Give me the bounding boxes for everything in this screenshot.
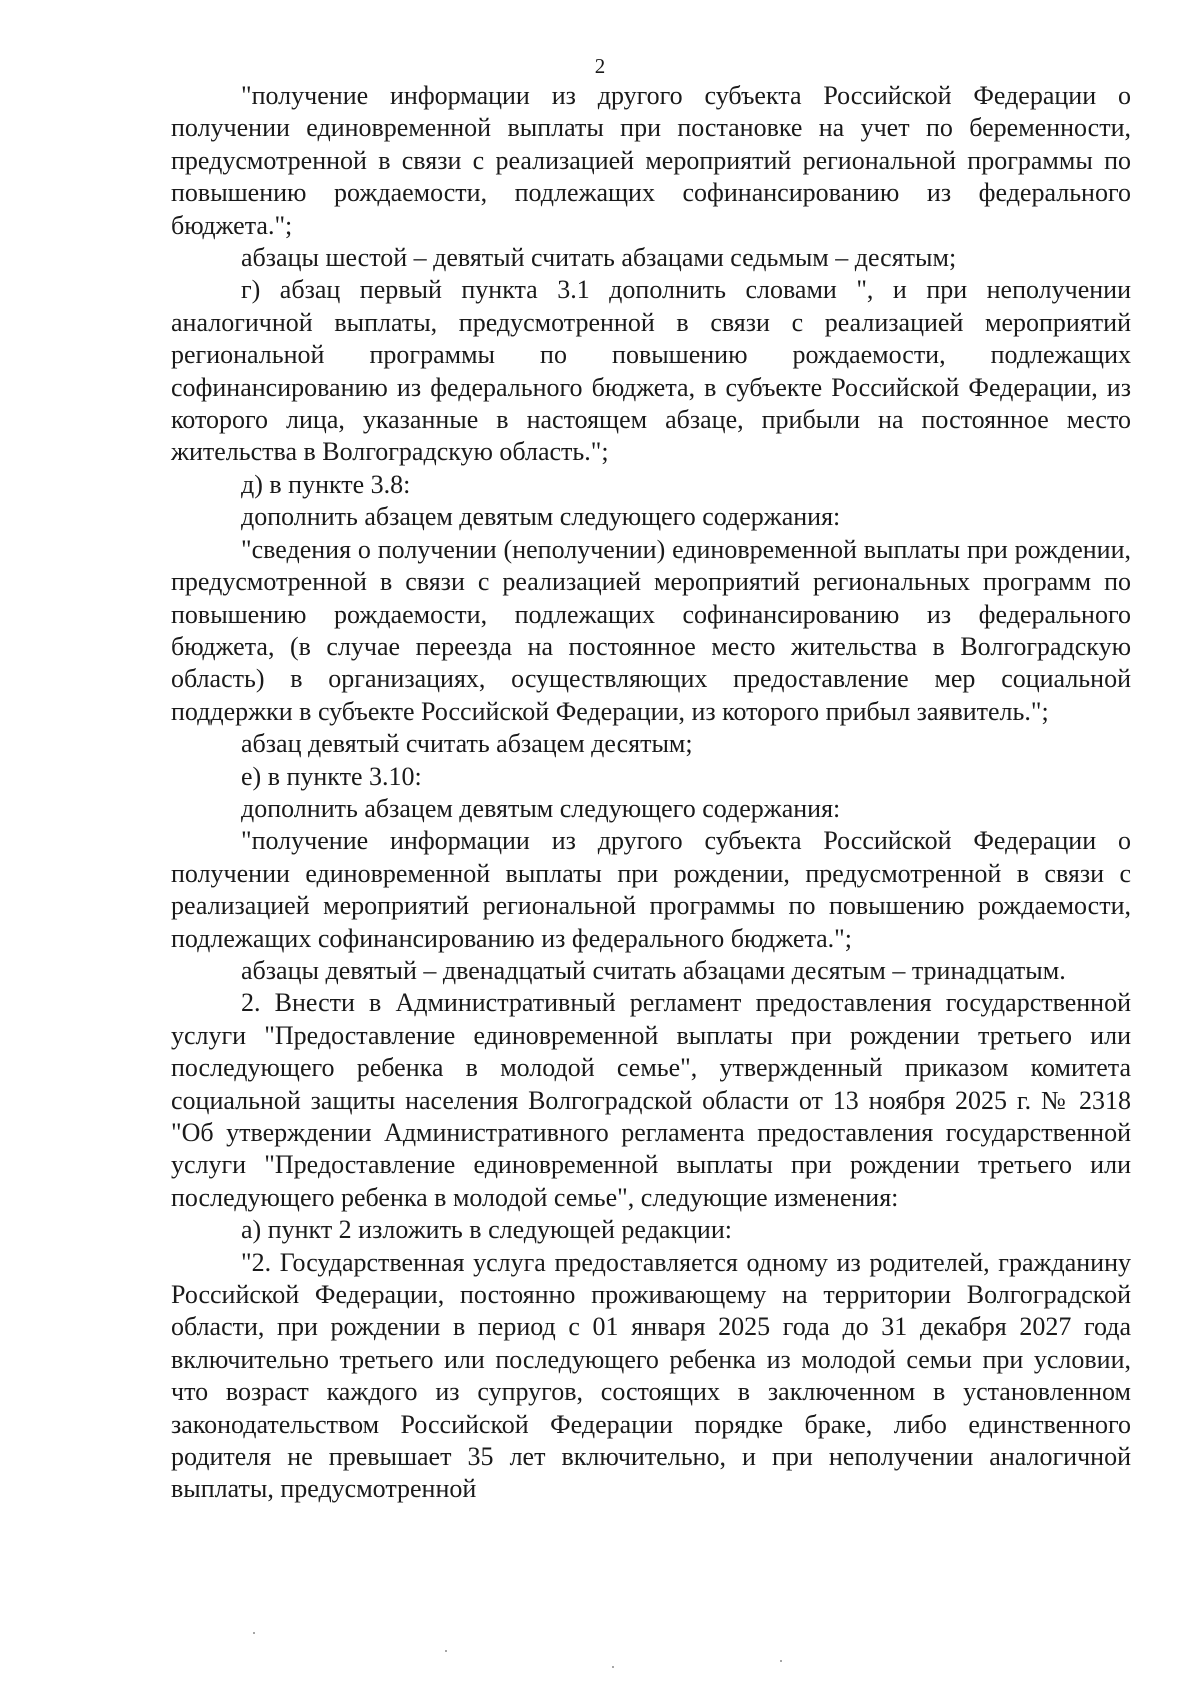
scan-speck xyxy=(445,1650,447,1652)
scan-speck xyxy=(253,1632,255,1634)
document-body xyxy=(171,80,1131,1506)
paragraph-renumber-9-12: абзацы девятый – двенадцатый считать абзацами десятым – тринадцатым. xyxy=(241,955,1066,985)
paragraph-renumber-6-9: абзацы шестой – девятый считать абзацами седьмым – десятым; xyxy=(241,243,957,273)
paragraph-section-2: 2. Внести в Административный регламент предоставления государственной услуги "Предоставление единовременной выплаты при рождении третьего или последующего ребенка в молодой семье", утвержденный приказом комитета социальной защиты населения Волгоградской области от 13 ноября 2025 г. № 2318 "Об утверждении Административного регламента предоставления государственной услуги "Предоставление единовременной выплаты при рождении третьего или последующего ребенка в молодой семье", следующие изменения: xyxy=(171,988,1131,1212)
paragraph-renumber-9: абзац девятый считать абзацем десятым; xyxy=(241,729,693,759)
paragraph-quote-info-pregnancy: "получение информации из другого субъекта Российской Федерации о получении единовременной выплаты при постановке на учет по беременности, предусмотренной в связи с реализацией мероприятий региональной программы по повышению рождаемости, подлежащих софинансированию из федерального бюджета."; xyxy=(171,81,1131,240)
page-number: 2 xyxy=(594,54,606,78)
paragraph-add-ninth-1: дополнить абзацем девятым следующего содержания: xyxy=(241,502,841,532)
paragraph-item-a: а) пункт 2 изложить в следующей редакции: xyxy=(241,1215,732,1245)
paragraph-item-d: д) в пункте 3.8: xyxy=(241,469,411,499)
scan-speck xyxy=(780,1660,782,1662)
paragraph-item-g: г) абзац первый пункта 3.1 дополнить словами ", и при неполучении аналогичной выплаты, предусмотренной в связи с реализацией мероприятий региональной программы по повышению рождаемости, подлежащих софинансированию из федерального бюджета, в субъекте Российской Федерации, из которого лица, указанные в настоящем абзаце, прибыли на постоянное место жительства в Волгоградскую область."; xyxy=(171,275,1131,467)
paragraph-quote-item-2: "2. Государственная услуга предоставляется одному из родителей, гражданину Российской Федерации, постоянно проживающему на территории Волгоградской области, при рождении в период с 01 января 2025 года до 31 декабря 2027 года включительно третьего или последующего ребенка из молодой семьи при условии, что возраст каждого из супругов, состоящих в заключенном в установленном законодательством Российской Федерации порядке браке, либо единственного родителя не превышает 35 лет включительно, и при неполучении аналогичной выплаты, предусмотренной xyxy=(171,1247,1131,1504)
paragraph-item-e: е) в пункте 3.10: xyxy=(241,761,422,791)
paragraph-quote-info-birth: "сведения о получении (неполучении) единовременной выплаты при рождении, предусмотренной в связи с реализацией мероприятий региональных программ по повышению рождаемости, подлежащих софинансированию из федерального бюджета, (в случае переезда на постоянное место жительства в Волгоградскую область) в организациях, осуществляющих предоставление мер социальной поддержки в субъекте Российской Федерации, из которого прибыл заявитель."; xyxy=(171,534,1131,726)
paragraph-add-ninth-2: дополнить абзацем девятым следующего содержания: xyxy=(241,793,841,823)
scan-speck xyxy=(612,1666,614,1668)
paragraph-quote-info-region: "получение информации из другого субъекта Российской Федерации о получении единовременной выплаты при рождении, предусмотренной в связи с реализацией мероприятий региональной программы по повышению рождаемости, подлежащих софинансированию из федерального бюджета."; xyxy=(171,826,1131,953)
